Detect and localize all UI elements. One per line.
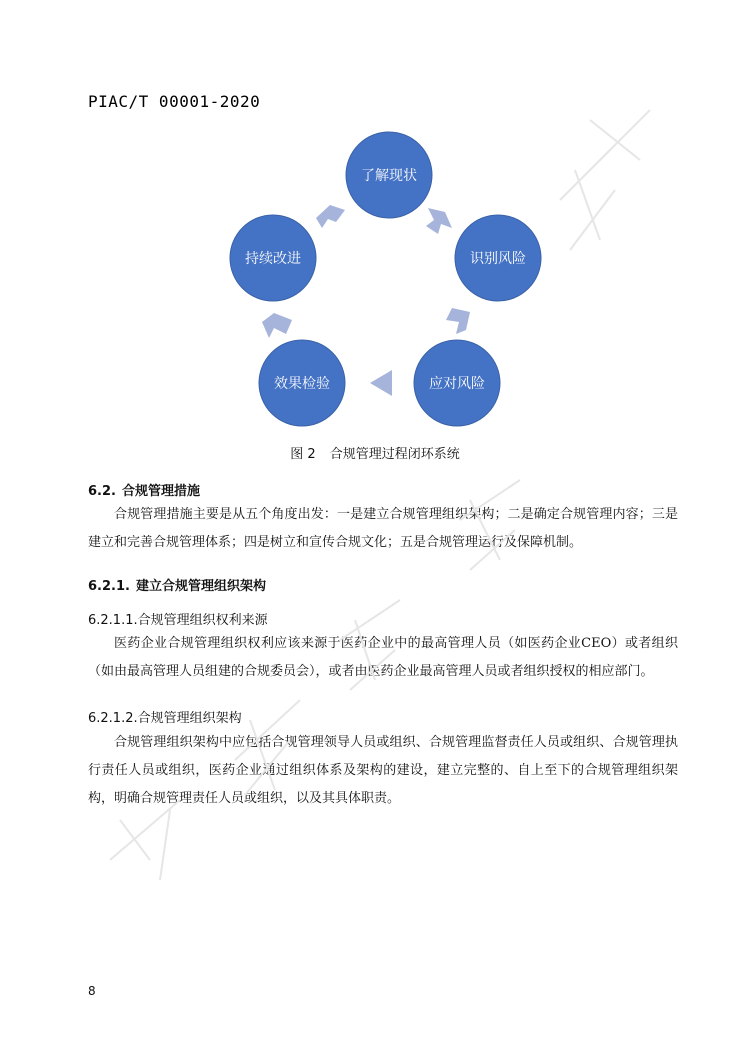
page-number: 8: [88, 984, 96, 998]
paragraph: 合规管理措施主要是从五个角度出发：一是建立合规管理组织架构；二是确定合规管理内容；三是建立和完善合规管理体系；四是树立和宣传合规文化；五是合规管理运行及保障机制。: [88, 507, 678, 550]
section-title: 合规管理组织架构: [137, 711, 242, 726]
section-number: 6.2.1.1.: [88, 613, 138, 628]
paragraph: 医药企业合规管理组织权利应该来源于医药企业中的最高管理人员（如医药企业CEO）或者组织（如由最高管理人员组建的合规委员会），或者由医药企业最高管理人员或者组织授权的相应部门。: [88, 636, 678, 679]
figure-number: 图 2: [290, 447, 316, 462]
section-heading-6-2: [88, 480, 200, 499]
arrow-icon: [446, 308, 470, 334]
section-title: 合规管理组织权利来源: [137, 613, 268, 628]
node-label: 持续改进: [245, 251, 301, 267]
figure-caption: [0, 443, 750, 462]
document-id: PIAC/T 00001-2020: [88, 92, 261, 111]
figure-title: 合规管理过程闭环系统: [329, 447, 460, 462]
paragraph: 合规管理组织架构中应包括合规管理领导人员或组织、合规管理监督责任人员或组织、合规管理执行责任人员或组织，医药企业通过组织体系及架构的建设，建立完整的、自上至下的合规管理组织架构，明确合规管理责任人员或组织，以及其具体职责。: [88, 735, 678, 806]
section-number: 6.2.1.: [88, 579, 130, 594]
node-label: 了解现状: [361, 168, 417, 184]
arrow-icon: [262, 313, 292, 338]
arrow-icon: [426, 208, 452, 234]
process-cycle-diagram: [0, 0, 750, 440]
section-number: 6.2.: [88, 484, 116, 499]
section-heading-6-2-1-2: [88, 707, 242, 726]
node-label: 应对风险: [429, 376, 485, 392]
node-label: 效果检验: [274, 376, 330, 392]
arrow-icon: [316, 205, 345, 228]
section-number: 6.2.1.2.: [88, 711, 138, 726]
section-title: 建立合规管理组织架构: [135, 579, 266, 594]
arrow-icon: [370, 370, 392, 396]
section-heading-6-2-1: [88, 575, 266, 594]
section-title: 合规管理措施: [121, 484, 200, 499]
node-label: 识别风险: [470, 251, 526, 267]
section-heading-6-2-1-1: [88, 609, 268, 628]
